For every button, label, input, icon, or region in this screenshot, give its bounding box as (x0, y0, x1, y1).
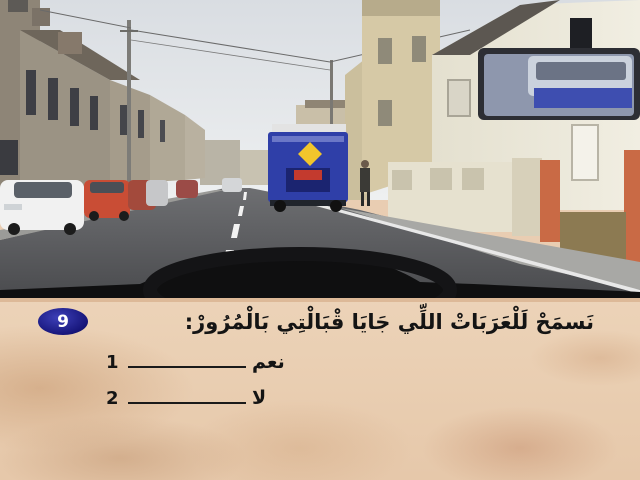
question-number-badge: 9 (38, 308, 88, 335)
answer-1-line (128, 366, 246, 368)
question-panel (0, 298, 640, 480)
panel-divider (0, 298, 640, 302)
answer-option-1[interactable] (106, 350, 285, 374)
answer-1-text: نعم (252, 351, 285, 373)
answer-2-line (128, 402, 246, 404)
answer-2-text: لا (252, 387, 267, 409)
answer-1-number: 1 (106, 351, 119, 373)
answer-option-2[interactable] (106, 386, 266, 410)
tanker-truck (268, 124, 348, 212)
answer-2-number: 2 (106, 387, 119, 409)
brick-pillar (540, 160, 560, 242)
question-text: نَسمَحْ لَلْعَرَبَاتْ اللِّي جَايَا قْبَالْتِي بَالْمُرُورْ: (184, 310, 594, 334)
